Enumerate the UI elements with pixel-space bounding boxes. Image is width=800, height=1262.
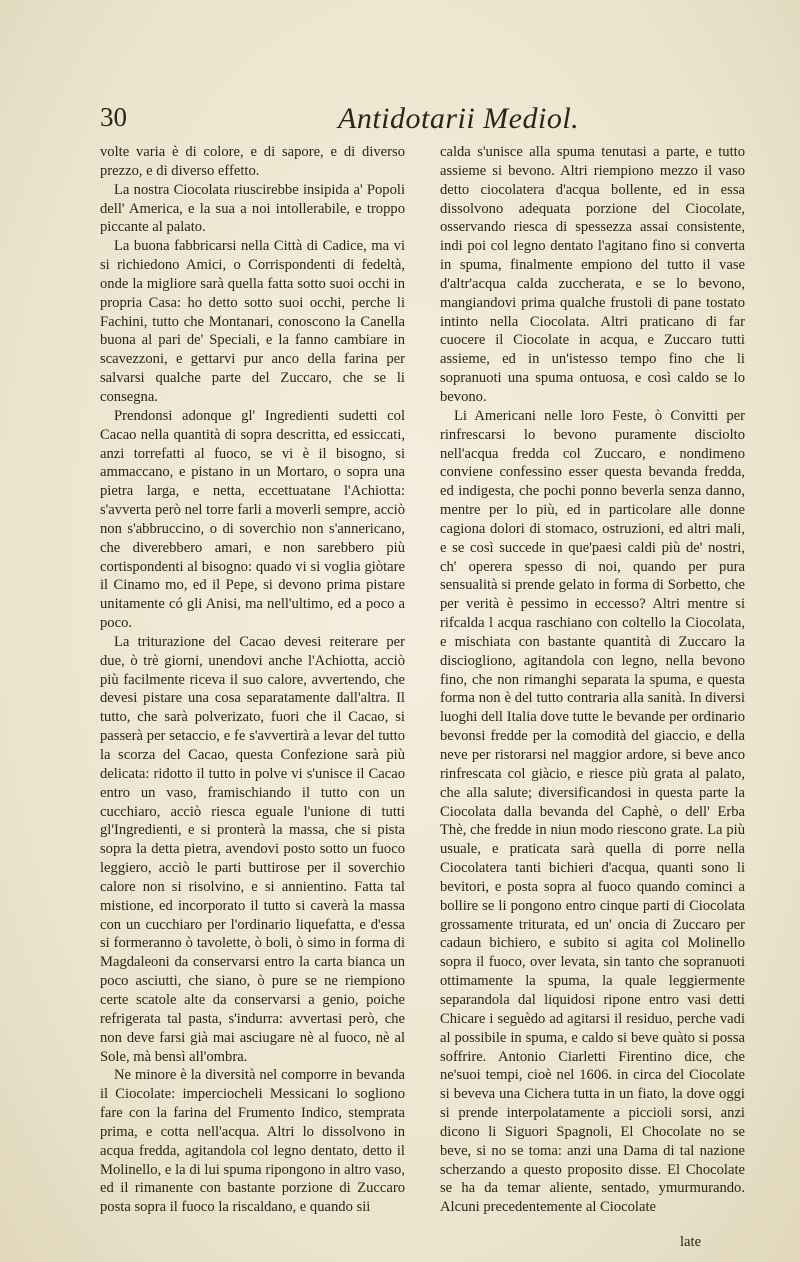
paragraph: Li Americani nelle loro Feste, ò Convitti per rinfrescarsi lo bevono puramente disciolto nell'acqua fredda col Zuccaro, e nondimeno conviene confessino esser questa bevanda fredda, ed indigesta, che pochi ponno beverla senza danno, mentre per lo più, ed in particolare alle donne cagiona dolori di stomaco, ostruzioni, ed altri mali, e se così succede in que'paesi caldi più de' nostri, ch' operera spesso di noi, quando per pura sensualità si prende gelato in forma di Sorbetto, che per verità è pessimo in eccesso? Altri mentre si rifcalda l acqua raschiano con coltello la Ciocolata, e mischiata con bastante quantità di Zuccaro la disciogliono, agitandola con legno, nella bevono fino, che non rimanghi separata la spuma, e questa forma non è del tutto contraria alla sanità. In diversi luoghi dell Italia dove tutte le bevande per ordinario bevonsi fredde per la comodità del giaccio, e della neve per ristorarsi nel maggior ardore, si beve anco rinfrescata col giàcio, e riesce più grata al palato, che alla salute; diversificandosi in questa parte la Ciocolata dalla bevanda del Caphè, o dell' Erba Thè, che fredde in niun modo riescono grate. La più usuale, e praticata sarà quella di porre nella Ciocolatera tanti bichieri d'acqua, quanti sono li bevitori, e posta sopra al fuoco quando cominci a bollire se li pongono entro cinque parti di Ciocolata grossamente triturata, ed un' oncia di Zuccaro per cadaun bichiero, e subito si agita col Molinello sopra il fuoco, over levata, sin tanto che sopranuoti ottimamente la spuma, la quale leggiermente separandola dal liquidosi ripone entro vasi detti Chicare i seguèdo ad agitarsi il residuo, perche vadi al possibile in spuma, e caldo si beve quàto si possa soffrire. Antonio Ciarletti Firentino dice, che ne'suoi tempi, cioè nel 1606. in circa del Ciocolate si beveva una Cichera tutta in un fiato, la dove oggi si prende interpolatamente a piccioli sorsi, anzi dicono li Siguori Spagnoli, El Chocolate no se beve, si no se toma: anzi una Dama di tal nazione scherzando a questo proposito disse. El Chocolate se ha da temar aliente, sentado, ymurmurando. Alcuni precedentemente al Ciocolate (440, 407, 745, 1216)
paragraph: La nostra Ciocolata riuscirebbe insipida a' Popoli dell' America, e la sua a noi intollerabile, e troppo piccante al palato. (100, 181, 405, 236)
paragraph: volte varia è di colore, e di sapore, e di diverso prezzo, e di diverso effetto. (100, 144, 405, 179)
left-column (100, 143, 405, 1233)
page-number: 30 (100, 102, 127, 132)
paragraph: calda s'unisce alla spuma tenutasi a parte, e tutto assieme si bevono. Altri riempiono mezzo il vaso detto ciocolatera d'acqua bollente, ed in essa dissolvono adequata porzione del Ciocolate, osservando riesca di spessezza assai consistente, indi poi col legno dentato l'agitano fino si converta in spuma, finalmente empiono del tutto il vase d'altr'acqua calda zuccherata, e se lo bevono, mangiandovi prima qualche frustoli di pane tostato intinto nella Ciocolata. Altri praticano di far cuocere il Ciocolate in acqua, e Zuccaro tutti assieme, ed in un'istesso tempo fino che li sopranuoti una spuma ontuosa, e così caldo se lo bevono. (440, 144, 745, 405)
page-header (100, 102, 740, 142)
paragraph: La buona fabbricarsi nella Città di Cadice, ma vi si richiedono Amici, o Corrispondenti di fedeltà, onde la migliore sarà quella fatta sotto suoi occhi in propria Casa: ho detto sotto suoi occhi, perche li Fachini, tutto che Montanari, conoscono la Canella buona al pari de' Speciali, e la fanno cambiare in scavezzoni, e gettarvi pur anco della farina per salvarsi qualche parte del Zuccaro, che se li consegna. (100, 238, 405, 405)
paragraph: La triturazione del Cacao devesi reiterare per due, ò trè giorni, unendovi anche l'Achiotta, acciò più facilmente riceva il suo calore, avvertendo, che devesi pistare una cosa separatamente dall'altra. Il tutto, che sarà polverizato, fuori che il Cacao, si passerà per setaccio, e fe s'avvertirà a levar del tutto la scorza del Cacao, questa Confezione sarà più delicata: ridotto il tutto in polve vi s'unisce il Cacao entro un vaso, framischiando il tutto con un cucchiaro, acciò riesca eguale l'unione di tutti gl'Ingredienti, e si pronterà la massa, che si pista sopra la detta pietra, avendovi posto sotto un fuoco leggiero, acciò le parti buttirose per il soverchio calore non si risolvino, e si annientino. Fatta tal mistione, ed incorporato il tutto si caverà la massa con un cucchiaro per l'ordinario liquefatta, e d'essa si formeranno ò tavolette, ò boli, ò simo in forma di Magdaleoni da conservarsi entro la carta bianca un poco asciutti, che siano, ò pure se ne riempiono certe scatole alte da conservarsi a genio, poiche refrigerata tal pasta, s'indurra: avvertasi però, che non deve farsi già mai asciugare nè al fuoco, nè al Sole, mà bensì all'ombra. (100, 633, 405, 1065)
catchword: late (680, 1234, 702, 1250)
running-title: Antidotarii Mediol. (338, 102, 580, 135)
paragraph: Ne minore è la diversità nel comporre in bevanda il Ciocolate: imperciocheli Messicani lo sogliono fare con la farina del Frumento Indico, stemprata prima, e cotta nell'acqua. Altri lo dissolvono in acqua fredda, agitandola col legno dentato, detto il Molinello, e la di lui spuma ripongono in altro vaso, ed il rimanente con bastante porzione di Zuccaro posta sopra il fuoco la riscaldano, e quando sii (100, 1067, 405, 1216)
paragraph: Prendonsi adonque gl' Ingredienti sudetti col Cacao nella quantità di sopra descritta, ed essiccati, anzi torrefatti al fuoco, se vi è il bisogno, si ammaccano, e pistano in un Mortaro, o sopra una pietra larga, e netta, eccettuatane l'Achiotta: s'avverta però nel torre farli a moverli sempre, acciò non s'abbruccino, o di soverchio non s'annericano, che diverebbero amari, e non sarebbero più cortispondenti al bisogno: quado vi si voglia giòtare il Cinamo mo, ed il Pepe, si devono prima pistare unitamente có gli Anisi, ma nell'ultimo, ed a poco a poco. (100, 407, 405, 632)
right-column (440, 143, 745, 1233)
